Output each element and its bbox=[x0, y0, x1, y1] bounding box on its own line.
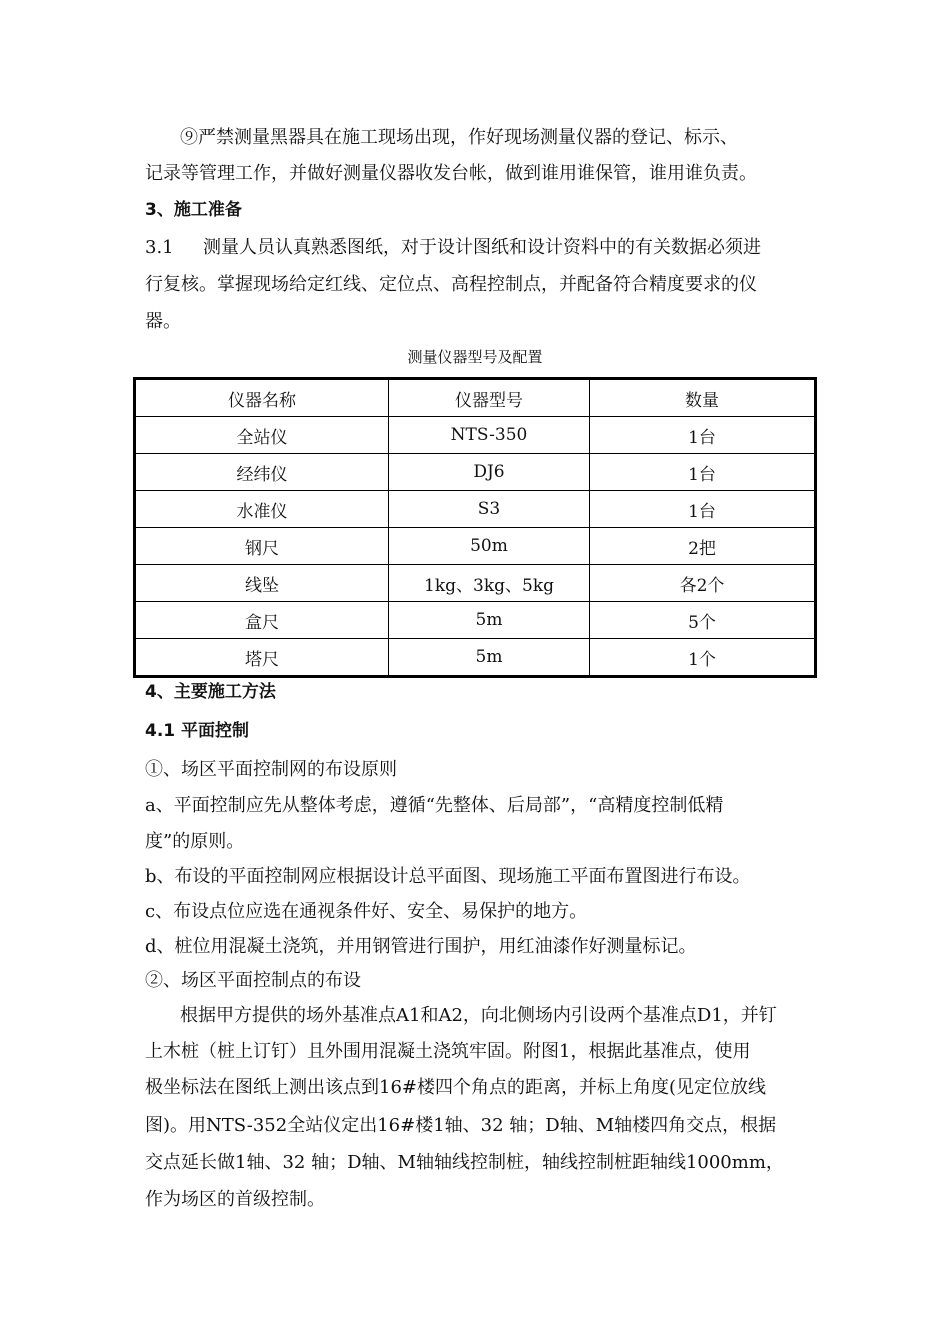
table-cell: 5m bbox=[389, 602, 590, 639]
table-header-row bbox=[135, 379, 816, 417]
table-header-cell: 数量 bbox=[590, 379, 816, 417]
table-cell: 5个 bbox=[590, 602, 816, 639]
table-cell: 塔尺 bbox=[135, 639, 389, 677]
table-row bbox=[135, 528, 816, 565]
section-heading: 4、主要施工方法 bbox=[145, 682, 276, 702]
section-number: 3.1 bbox=[145, 237, 174, 258]
paragraph-line: ②、场区平面控制点的布设 bbox=[145, 970, 361, 991]
table-cell: 50m bbox=[389, 528, 590, 565]
paragraph-line: 器。 bbox=[145, 311, 181, 332]
table-cell: 5m bbox=[389, 639, 590, 677]
paragraph-line: 根据甲方提供的场外基准点A1和A2，向北侧场内引设两个基准点D1，并钉 bbox=[180, 1005, 777, 1026]
table-cell: 1个 bbox=[590, 639, 816, 677]
table-row bbox=[135, 602, 816, 639]
table-header-cell: 仪器型号 bbox=[389, 379, 590, 417]
paragraph-line: c、布设点位应选在通视条件好、安全、易保护的地方。 bbox=[145, 901, 588, 922]
section-heading: 3、施工准备 bbox=[145, 200, 242, 220]
paragraph-line bbox=[145, 236, 761, 260]
table-cell: NTS-350 bbox=[389, 417, 590, 454]
paragraph-line: 作为场区的首级控制。 bbox=[145, 1189, 325, 1210]
paragraph-line: 记录等管理工作，并做好测量仪器收发台帐，做到谁用谁保管，谁用谁负责。 bbox=[145, 163, 757, 184]
instrument-table bbox=[133, 377, 817, 678]
paragraph-line: ①、场区平面控制网的布设原则 bbox=[145, 759, 397, 780]
table-cell: 1台 bbox=[590, 491, 816, 528]
table-cell: 1台 bbox=[590, 454, 816, 491]
table-row bbox=[135, 639, 816, 677]
table-cell: 全站仪 bbox=[135, 417, 389, 454]
paragraph-line: 极坐标法在图纸上测出该点到16#楼四个角点的距离，并标上角度(见定位放线 bbox=[145, 1077, 767, 1098]
table-cell: 钢尺 bbox=[135, 528, 389, 565]
paragraph-line: 图)。用NTS-352全站仪定出16#楼1轴、32 轴；D轴、M轴楼四角交点，根据 bbox=[145, 1115, 777, 1136]
table-header-cell: 仪器名称 bbox=[135, 379, 389, 417]
table-cell: 盒尺 bbox=[135, 602, 389, 639]
paragraph-line: 行复核。掌握现场给定红线、定位点、高程控制点，并配备符合精度要求的仪 bbox=[145, 274, 757, 295]
table-cell: 水准仪 bbox=[135, 491, 389, 528]
table-caption: 测量仪器型号及配置 bbox=[407, 348, 543, 366]
table-cell: 2把 bbox=[590, 528, 816, 565]
table-row bbox=[135, 491, 816, 528]
table-cell: 各2个 bbox=[590, 565, 816, 602]
paragraph-text: 测量人员认真熟悉图纸，对于设计图纸和设计资料中的有关数据必须进 bbox=[203, 237, 761, 258]
table-cell: DJ6 bbox=[389, 454, 590, 491]
paragraph-line: 上木桩（桩上订钉）且外围用混凝土浇筑牢固。附图1，根据此基准点，使用 bbox=[145, 1041, 751, 1062]
table-cell: 1kg、3kg、5kg bbox=[389, 565, 590, 602]
table-row bbox=[135, 417, 816, 454]
table-row bbox=[135, 454, 816, 491]
paragraph-line: a、平面控制应先从整体考虑，遵循“先整体、后局部”，“高精度控制低精 bbox=[145, 795, 724, 816]
paragraph-line: d、桩位用混凝土浇筑，并用钢管进行围护，用红油漆作好测量标记。 bbox=[145, 936, 697, 957]
table-cell: 1台 bbox=[590, 417, 816, 454]
table-cell: S3 bbox=[389, 491, 590, 528]
paragraph-line: 度”的原则。 bbox=[145, 831, 245, 852]
paragraph-line: b、布设的平面控制网应根据设计总平面图、现场施工平面布置图进行布设。 bbox=[145, 866, 751, 887]
paragraph-line: 交点延长做1轴、32 轴；D轴、M轴轴线控制桩，轴线控制桩距轴线1000mm， bbox=[145, 1152, 784, 1173]
paragraph-line: ⑨严禁测量黑器具在施工现场出现，作好现场测量仪器的登记、标示、 bbox=[180, 127, 738, 148]
subsection-heading: 4.1 平面控制 bbox=[145, 721, 250, 741]
table-cell: 线坠 bbox=[135, 565, 389, 602]
table-cell: 经纬仪 bbox=[135, 454, 389, 491]
table-row bbox=[135, 565, 816, 602]
